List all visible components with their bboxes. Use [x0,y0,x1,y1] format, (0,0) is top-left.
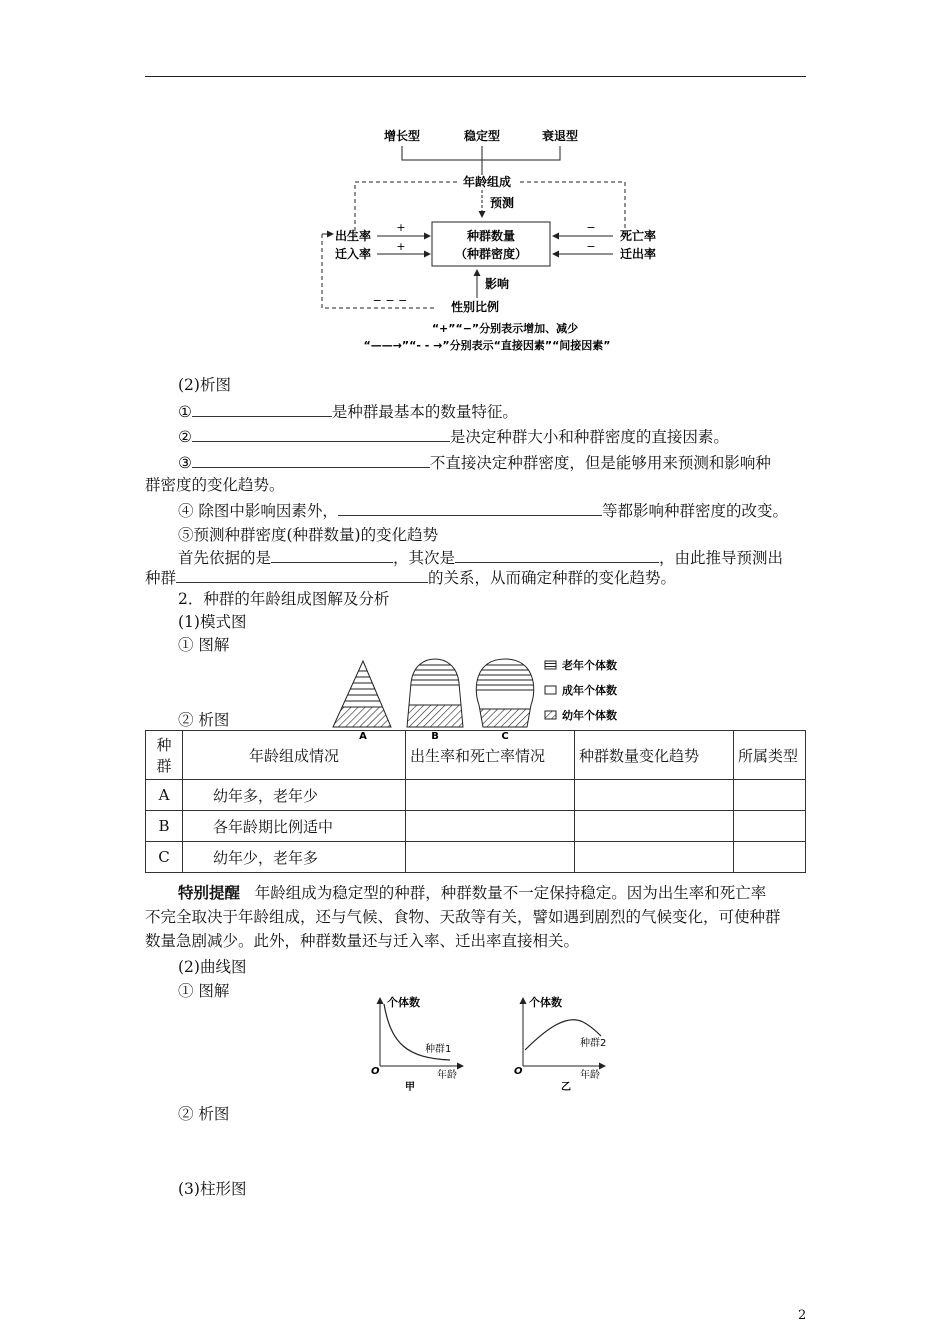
emigration-label: 迁出率 [619,247,657,261]
question-3-continued: 群密度的变化趋势。 [145,476,285,494]
diagram-illustration-label: ① 图解 [178,636,230,654]
series-1-label: 种群1 [425,1044,452,1055]
series-2-label: 种群2 [580,1038,607,1049]
row-c-cell-4[interactable] [575,842,734,873]
answer-blank-3[interactable] [192,451,430,468]
dashed-minus: − − − [372,294,408,307]
legend-old: 老年个体数 [562,659,617,672]
type-decline: 衰退型 [541,129,579,143]
header-birth-death: 出生率和死亡率情况 [406,731,575,780]
yi-origin: O [514,1066,523,1077]
row-b-cell-5[interactable] [734,811,806,842]
legend-line1: “+”“−”分别表示增加、减少 [431,322,579,335]
birth-rate-label: 出生率 [334,229,372,243]
pyramid-label-b: B [431,731,439,741]
page-number: 2 [798,1308,807,1323]
death-rate-label: 死亡率 [619,229,657,243]
answer-blank-5c[interactable] [176,566,428,583]
question-3: ③ 不直接决定种群密度，但是能够用来预测和影响种 [178,451,771,474]
population-factors-diagram [315,120,675,355]
sex-ratio-label: 性别比例 [450,300,500,314]
age-curves [365,992,615,1094]
question-5: ⑤预测种群密度(种群数量)的变化趋势 [178,526,439,544]
row-a-label: A [146,780,183,811]
section-2-heading: 2．种群的年龄组成图解及分析 [178,590,390,608]
pyramid-label-a: A [359,731,367,741]
pyramid-label-c: C [501,731,509,741]
curve-chart-yi [514,995,606,1093]
answer-blank-5b[interactable] [455,546,659,563]
header-population: 种群 [146,731,183,780]
special-tip-line-2: 不完全取决于年龄组成，还与气候、食物、天敌等有关，譬如遇到剧烈的气候变化，可使种群 [145,908,781,926]
row-a-age: 幼年多，老年少 [183,780,406,811]
plus-sign-2: + [396,240,406,253]
yi-xlabel: 年龄 [580,1070,600,1081]
header-rule [145,76,806,77]
pyramid-b [395,665,475,727]
immigration-label: 迁入率 [334,247,372,261]
jia-xlabel: 年龄 [437,1070,457,1081]
row-b-label: B [146,811,183,842]
age-structure-label: 年龄组成 [462,175,512,189]
row-c-age: 幼年少，老年多 [183,842,406,873]
center-line1: 种群数量 [466,229,516,243]
plus-sign-1: + [396,221,406,234]
yi-ylabel: 个体数 [529,996,562,1009]
minus-sign-2: − [586,240,596,253]
question-5-line-b: 种群 的关系，从而确定种群的变化趋势。 [145,566,676,589]
row-c-cell-3[interactable] [406,842,575,873]
center-line2: （种群密度） [454,247,528,261]
jia-ylabel: 个体数 [387,996,420,1009]
table-row [146,811,806,842]
question-4: ④ 除图中影响因素外， 等都影响种群密度的改变。 [178,499,788,522]
row-c-label: C [146,842,183,873]
type-stable: 稳定型 [463,129,501,143]
header-type: 所属类型 [734,731,806,780]
row-b-age: 各年龄期比例适中 [183,811,406,842]
answer-blank-2[interactable] [192,425,450,442]
subsection-curve-diagram: (2)曲线图 [178,958,247,976]
special-tip-line-1: 特别提醒 年龄组成为稳定型的种群，种群数量不一定保持稳定。因为出生率和死亡率 [178,883,767,902]
subsection-bar-chart: (3)柱形图 [178,1180,247,1198]
question-5-line-a: 首先依据的是 ，其次是 ，由此推导预测出 [178,546,783,569]
answer-blank-1[interactable] [192,400,332,417]
subsection-pattern-diagram: (1)模式图 [178,613,247,631]
header-age-structure: 年龄组成情况 [183,731,406,780]
legend-line2: “——→”“- - →”分别表示“直接因素”“间接因素” [363,339,611,352]
row-b-cell-3[interactable] [406,811,575,842]
yi-caption: 乙 [561,1082,571,1093]
row-a-cell-3[interactable] [406,780,575,811]
question-1: ① 是种群最基本的数量特征。 [178,400,518,423]
age-structure-table [145,730,806,873]
type-growth: 增长型 [383,129,421,143]
row-a-cell-4[interactable] [575,780,734,811]
legend-adult: 成年个体数 [562,684,617,697]
pyramid-legend [545,658,617,722]
row-b-cell-4[interactable] [575,811,734,842]
row-c-cell-5[interactable] [734,842,806,873]
special-tip-line-3: 数量急剧减少。此外，种群数量还与迁入率、迁出率直接相关。 [145,932,580,950]
special-tip-label: 特别提醒 [178,883,241,902]
row-a-cell-5[interactable] [734,780,806,811]
table-row [146,842,806,873]
jia-origin: O [371,1066,380,1077]
question-2: ② 是决定种群大小和种群密度的直接因素。 [178,425,729,448]
predict-label: 预测 [489,196,515,210]
diagram-analysis-label: ② 析图 [178,711,230,729]
answer-blank-5a[interactable] [271,546,393,563]
curve-analysis-label: ② 析图 [178,1105,230,1123]
curve-illustration-label: ① 图解 [178,982,230,1000]
curve-chart-jia [371,995,463,1093]
jia-caption: 甲 [405,1082,415,1093]
answer-blank-4[interactable] [338,499,602,516]
subsection-2-heading: (2)析图 [178,376,231,394]
table-row [146,780,806,811]
header-trend: 种群数量变化趋势 [575,731,734,780]
age-pyramids [325,655,645,741]
influence-label: 影响 [484,277,510,291]
minus-sign-1: − [586,221,596,234]
legend-young: 幼年个体数 [562,709,617,722]
